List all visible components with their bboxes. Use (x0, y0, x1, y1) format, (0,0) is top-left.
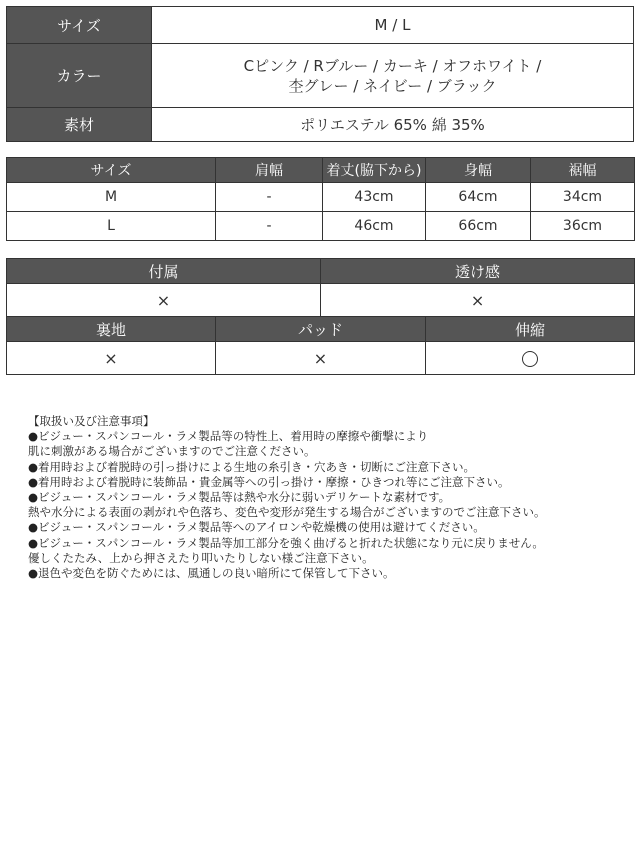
pad-label: パッド (216, 317, 426, 342)
note-line: ●着用時および着脱時の引っ掛けによる生地の糸引き・穴あき・切断にご注意下さい。 (28, 459, 476, 474)
color-value (152, 44, 634, 108)
note-line: ●ビジュー・スパンコール・ラメ製品等は熱や水分に弱いデリケートな素材です。 (28, 490, 451, 505)
note-line: ●退色や変色を防ぐためには、風通しの良い暗所にて保管して下さい。 (28, 566, 395, 581)
header-length: 着丈(脇下から) (323, 158, 426, 183)
care-notes (28, 414, 634, 581)
lining-value: × (7, 342, 216, 375)
note-line: ●着用時および着脱時に装飾品・貴金属等への引っ掛け・摩擦・ひきつれ等にご注意下さい。 (28, 474, 510, 489)
note-line: ●ビジュー・スパンコール・ラメ製品等へのアイロンや乾燥機の使用は避けてください。 (28, 520, 485, 535)
cell-hem: 34cm (531, 183, 635, 212)
note-line: ●ビジュー・スパンコール・ラメ製品等の特性上、着用時の摩擦や衝撃により (28, 429, 429, 444)
note-line: 熱や水分による表面の剥がれや色落ち、変色や変形が発生する場合がございますのでご注意下さい。 (28, 505, 546, 520)
size-value: M / L (152, 7, 634, 44)
note-line: 優しくたたみ、上から押さえたり叩いたりしない様ご注意下さい。 (28, 550, 374, 565)
header-hem: 裾幅 (531, 158, 635, 183)
accessory-value: × (7, 284, 321, 317)
cell-length: 46cm (323, 212, 426, 241)
cell-size: L (7, 212, 216, 241)
material-value: ポリエステル 65% 綿 35% (152, 108, 634, 142)
cell-shoulder: - (216, 183, 323, 212)
features-header-row-2 (7, 317, 635, 342)
notes-title: 【取扱い及び注意事項】 (28, 414, 155, 428)
spec-row-color (7, 44, 634, 108)
features-value-row-2 (7, 342, 635, 375)
seethrough-label: 透け感 (321, 259, 635, 284)
cell-size: M (7, 183, 216, 212)
header-size: サイズ (7, 158, 216, 183)
accessory-label: 付属 (7, 259, 321, 284)
table-row (7, 183, 635, 212)
header-width: 身幅 (426, 158, 531, 183)
note-line: 肌に刺激がある場合がございますのでご注意ください。 (28, 444, 316, 459)
material-label: 素材 (7, 108, 152, 142)
spec-row-material (7, 108, 634, 142)
pad-value: × (216, 342, 426, 375)
cell-shoulder: - (216, 212, 323, 241)
features-table (6, 258, 635, 375)
spec-row-size (7, 7, 634, 44)
cell-hem: 36cm (531, 212, 635, 241)
stretch-label: 伸縮 (426, 317, 635, 342)
size-chart-table (6, 157, 635, 241)
seethrough-value: × (321, 284, 635, 317)
header-shoulder: 肩幅 (216, 158, 323, 183)
note-line: ●ビジュー・スパンコール・ラメ製品等加工部分を強く曲げると折れた状態になり元に戻りません。 (28, 535, 544, 550)
spec-table (6, 6, 634, 142)
stretch-value (426, 342, 635, 375)
features-header-row-1 (7, 259, 635, 284)
lining-label: 裏地 (7, 317, 216, 342)
size-chart-header (7, 158, 635, 183)
color-value-line2: 杢グレー / ネイビー / ブラック (288, 76, 497, 95)
cell-length: 43cm (323, 183, 426, 212)
table-row (7, 212, 635, 241)
cell-width: 64cm (426, 183, 531, 212)
features-value-row-1 (7, 284, 635, 317)
cell-width: 66cm (426, 212, 531, 241)
color-label: カラー (7, 44, 152, 108)
size-label: サイズ (7, 7, 152, 44)
circle-mark-icon (522, 351, 538, 367)
color-value-line1: Cピンク / Rブルー / カーキ / オフホワイト / (243, 56, 542, 75)
